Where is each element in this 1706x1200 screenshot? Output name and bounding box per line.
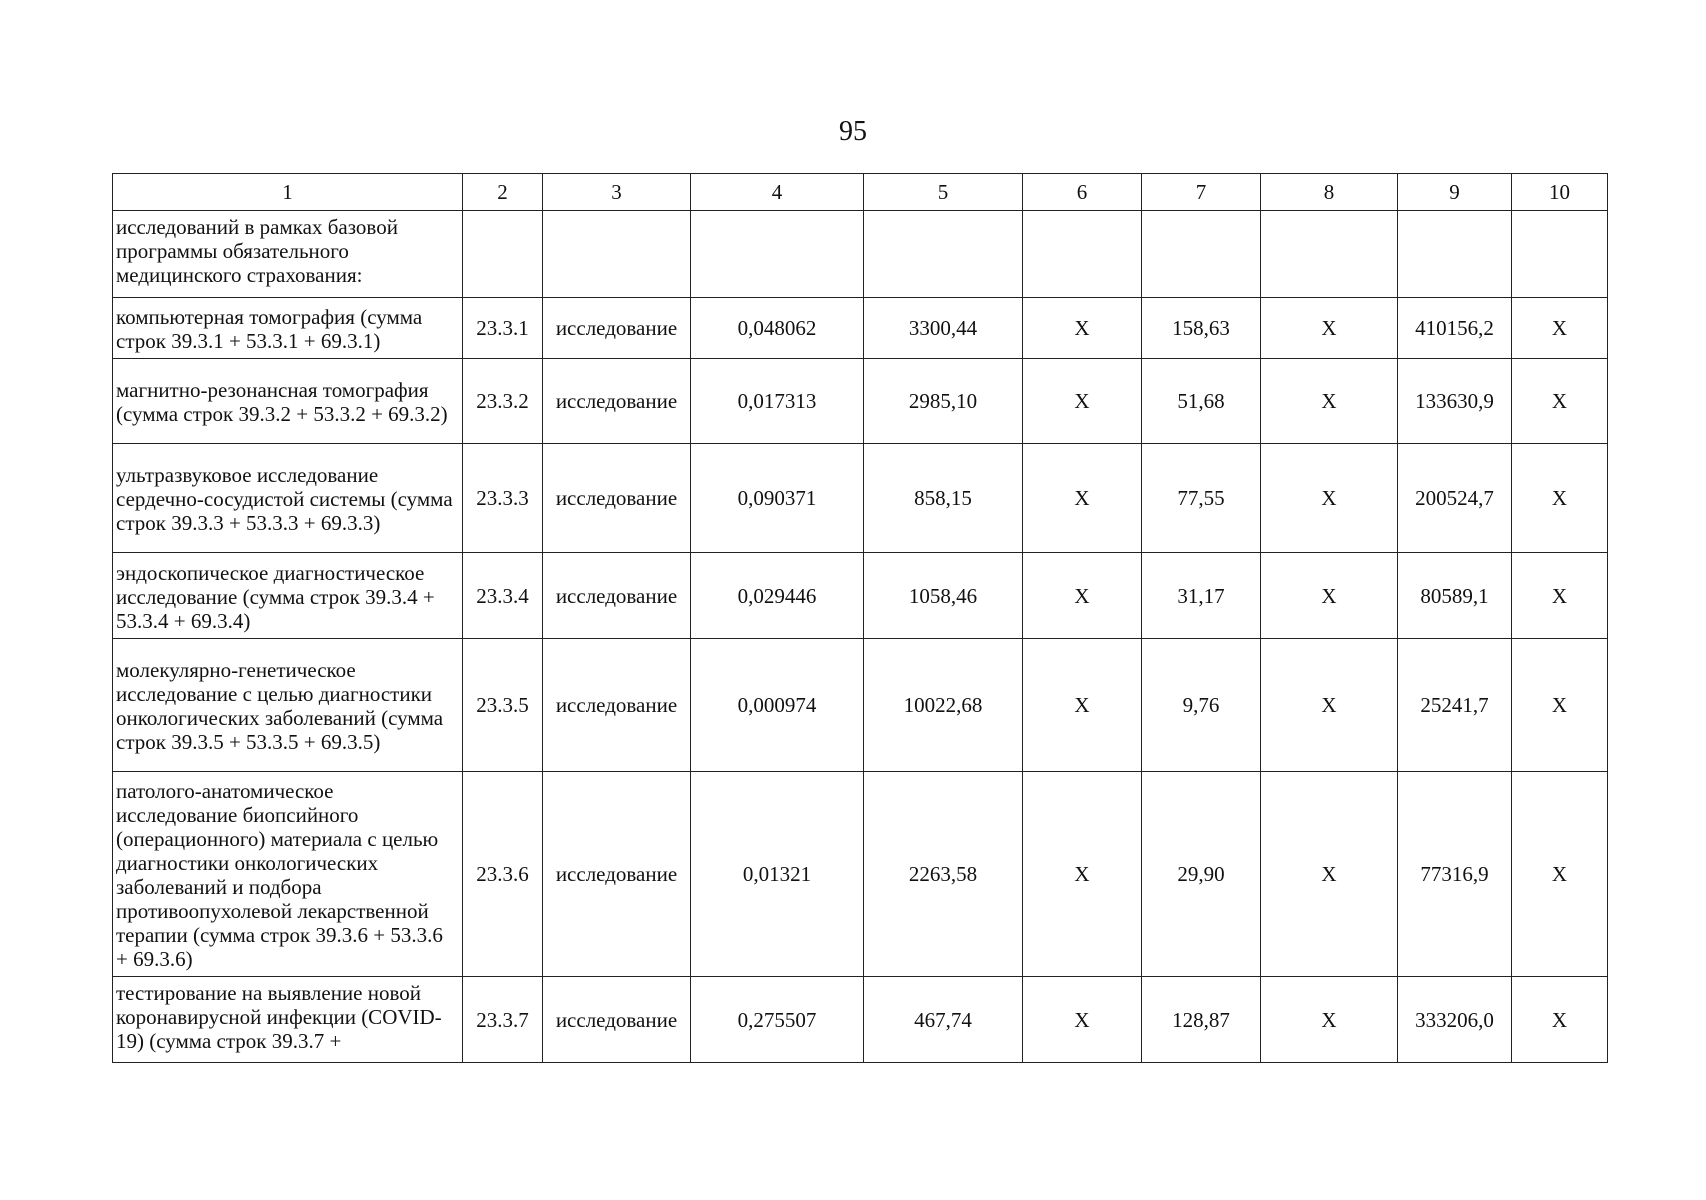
col9-cell: 77316,9 bbox=[1398, 772, 1512, 977]
col10-cell: X bbox=[1512, 772, 1608, 977]
col8-cell: X bbox=[1261, 977, 1398, 1063]
col6-cell: X bbox=[1023, 639, 1142, 772]
column-header: 8 bbox=[1261, 174, 1398, 211]
row-name-cell: компьютерная томография (сумма строк 39.3.1 + 53.3.1 + 69.3.1) bbox=[113, 298, 463, 359]
col8-cell: X bbox=[1261, 553, 1398, 639]
row-name-cell: тестирование на выявление новой коронавирусной инфекции (COVID-19) (сумма строк 39.3.7 + bbox=[113, 977, 463, 1063]
col9-cell bbox=[1398, 211, 1512, 298]
col9-cell: 80589,1 bbox=[1398, 553, 1512, 639]
col10-cell: X bbox=[1512, 298, 1608, 359]
col10-cell bbox=[1512, 211, 1608, 298]
column-header: 3 bbox=[543, 174, 691, 211]
col6-cell: X bbox=[1023, 553, 1142, 639]
unit-cell: исследование bbox=[543, 977, 691, 1063]
col10-cell: X bbox=[1512, 553, 1608, 639]
col6-cell: X bbox=[1023, 772, 1142, 977]
cost-cell: 3300,44 bbox=[864, 298, 1023, 359]
table-row bbox=[113, 977, 1608, 1063]
col9-cell: 333206,0 bbox=[1398, 977, 1512, 1063]
column-header: 4 bbox=[691, 174, 864, 211]
code-cell bbox=[463, 211, 543, 298]
norm-cell: 0,017313 bbox=[691, 359, 864, 444]
data-table bbox=[112, 173, 1608, 1063]
table-row bbox=[113, 359, 1608, 444]
col10-cell: X bbox=[1512, 444, 1608, 553]
code-cell: 23.3.4 bbox=[463, 553, 543, 639]
col8-cell: X bbox=[1261, 772, 1398, 977]
col10-cell: X bbox=[1512, 639, 1608, 772]
cost-cell: 10022,68 bbox=[864, 639, 1023, 772]
cost-cell: 467,74 bbox=[864, 977, 1023, 1063]
col8-cell: X bbox=[1261, 639, 1398, 772]
unit-cell: исследование bbox=[543, 444, 691, 553]
norm-cell: 0,029446 bbox=[691, 553, 864, 639]
col8-cell: X bbox=[1261, 298, 1398, 359]
col6-cell: X bbox=[1023, 444, 1142, 553]
cost-cell: 858,15 bbox=[864, 444, 1023, 553]
col8-cell: X bbox=[1261, 444, 1398, 553]
col9-cell: 200524,7 bbox=[1398, 444, 1512, 553]
page-number: 95 bbox=[839, 116, 867, 147]
row-name-cell: молекулярно-генетическое исследование с целью диагностики онкологических заболеваний (сумма строк 39.3.5 + 53.3.5 + 69.3.5) bbox=[113, 639, 463, 772]
col7-cell: 29,90 bbox=[1142, 772, 1261, 977]
col9-cell: 133630,9 bbox=[1398, 359, 1512, 444]
table-row bbox=[113, 553, 1608, 639]
table-row bbox=[113, 444, 1608, 553]
col6-cell: X bbox=[1023, 298, 1142, 359]
norm-cell: 0,048062 bbox=[691, 298, 864, 359]
table-row bbox=[113, 639, 1608, 772]
unit-cell: исследование bbox=[543, 298, 691, 359]
code-cell: 23.3.6 bbox=[463, 772, 543, 977]
column-header: 5 bbox=[864, 174, 1023, 211]
code-cell: 23.3.2 bbox=[463, 359, 543, 444]
row-name-cell: ультразвуковое исследование сердечно-сосудистой системы (сумма строк 39.3.3 + 53.3.3 + 69.3.3) bbox=[113, 444, 463, 553]
cost-cell: 2263,58 bbox=[864, 772, 1023, 977]
col7-cell bbox=[1142, 211, 1261, 298]
unit-cell bbox=[543, 211, 691, 298]
cost-cell: 2985,10 bbox=[864, 359, 1023, 444]
unit-cell: исследование bbox=[543, 359, 691, 444]
col7-cell: 9,76 bbox=[1142, 639, 1261, 772]
norm-cell: 0,275507 bbox=[691, 977, 864, 1063]
col6-cell: X bbox=[1023, 359, 1142, 444]
row-name-cell: магнитно-резонансная томография (сумма строк 39.3.2 + 53.3.2 + 69.3.2) bbox=[113, 359, 463, 444]
row-name-cell: исследований в рамках базовой программы обязательного медицинского страхования: bbox=[113, 211, 463, 298]
col9-cell: 25241,7 bbox=[1398, 639, 1512, 772]
row-name-cell: эндоскопическое диагностическое исследование (сумма строк 39.3.4 + 53.3.4 + 69.3.4) bbox=[113, 553, 463, 639]
col7-cell: 128,87 bbox=[1142, 977, 1261, 1063]
table-row bbox=[113, 298, 1608, 359]
column-header: 1 bbox=[113, 174, 463, 211]
code-cell: 23.3.5 bbox=[463, 639, 543, 772]
column-header: 9 bbox=[1398, 174, 1512, 211]
col9-cell: 410156,2 bbox=[1398, 298, 1512, 359]
col10-cell: X bbox=[1512, 977, 1608, 1063]
header-row bbox=[113, 174, 1608, 211]
table-row bbox=[113, 211, 1608, 298]
col8-cell bbox=[1261, 211, 1398, 298]
column-header: 2 bbox=[463, 174, 543, 211]
column-header: 10 bbox=[1512, 174, 1608, 211]
col7-cell: 51,68 bbox=[1142, 359, 1261, 444]
norm-cell bbox=[691, 211, 864, 298]
row-name-cell: патолого-анатомическое исследование биопсийного (операционного) материала с целью диагностики онкологических заболеваний и подбора противоопухолевой лекарственной терапии (сумма строк 39.3.6 + 53.3.6 + 69.3.6) bbox=[113, 772, 463, 977]
norm-cell: 0,000974 bbox=[691, 639, 864, 772]
column-header: 6 bbox=[1023, 174, 1142, 211]
norm-cell: 0,01321 bbox=[691, 772, 864, 977]
code-cell: 23.3.7 bbox=[463, 977, 543, 1063]
col7-cell: 31,17 bbox=[1142, 553, 1261, 639]
col6-cell bbox=[1023, 211, 1142, 298]
col6-cell: X bbox=[1023, 977, 1142, 1063]
cost-cell: 1058,46 bbox=[864, 553, 1023, 639]
column-header: 7 bbox=[1142, 174, 1261, 211]
norm-cell: 0,090371 bbox=[691, 444, 864, 553]
code-cell: 23.3.3 bbox=[463, 444, 543, 553]
code-cell: 23.3.1 bbox=[463, 298, 543, 359]
unit-cell: исследование bbox=[543, 553, 691, 639]
col10-cell: X bbox=[1512, 359, 1608, 444]
col7-cell: 77,55 bbox=[1142, 444, 1261, 553]
unit-cell: исследование bbox=[543, 639, 691, 772]
col8-cell: X bbox=[1261, 359, 1398, 444]
cost-cell bbox=[864, 211, 1023, 298]
col7-cell: 158,63 bbox=[1142, 298, 1261, 359]
unit-cell: исследование bbox=[543, 772, 691, 977]
table-row bbox=[113, 772, 1608, 977]
